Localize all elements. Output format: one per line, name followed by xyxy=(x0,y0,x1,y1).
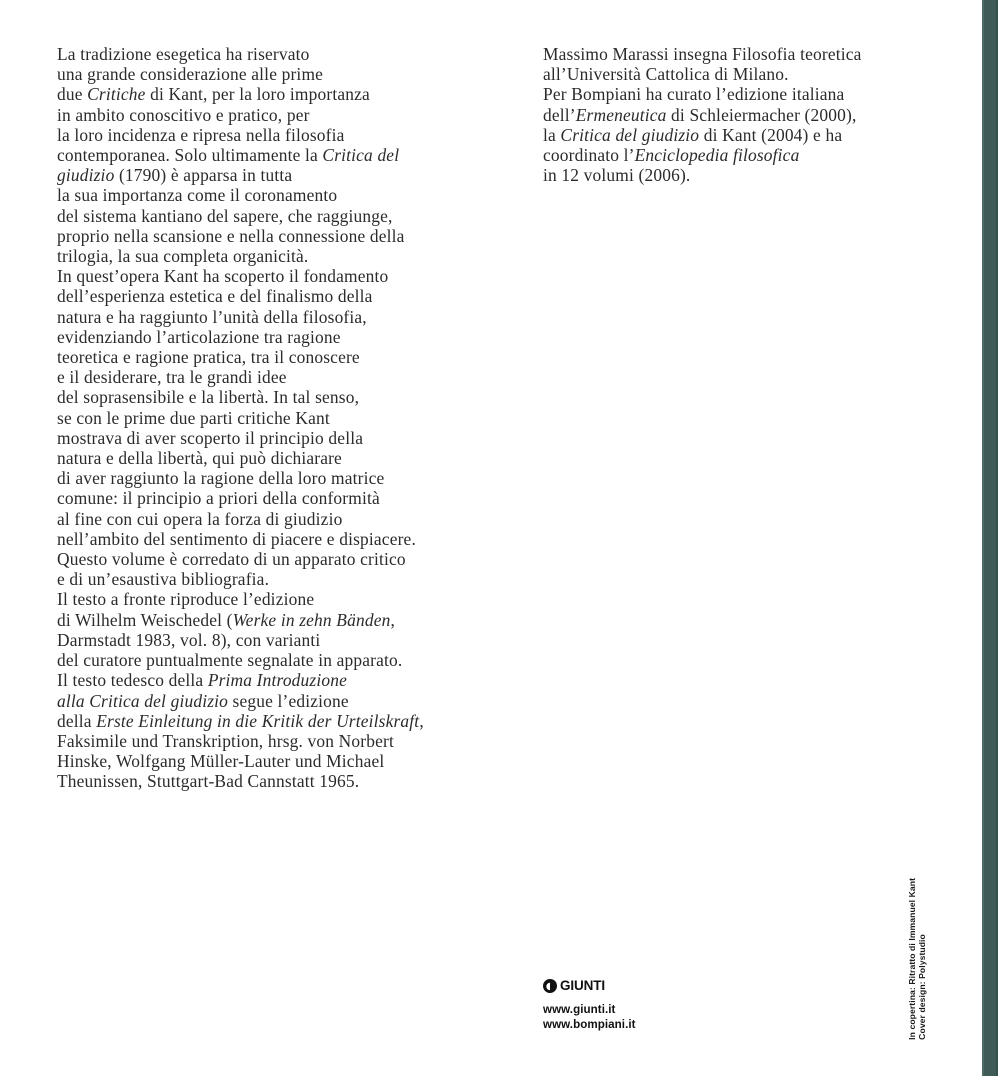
blurb-run: la sua importanza come il coronamento xyxy=(57,185,338,206)
blurb-run: e il desiderare, tra le grandi idee xyxy=(57,367,287,388)
author-note-line xyxy=(543,165,690,185)
blurb-run: di Wilhelm Weischedel ( xyxy=(57,609,233,630)
spine-color-strip xyxy=(982,0,998,1076)
blurb-line xyxy=(57,307,367,327)
author-note-line xyxy=(543,64,789,84)
blurb-line xyxy=(57,610,395,630)
blurb-run: contemporanea. Solo ultimamente la xyxy=(57,145,323,166)
blurb-run: teoretica e ragione pratica, tra il conoscere xyxy=(57,347,360,368)
blurb-line xyxy=(57,185,337,205)
blurb-run: proprio nella scansione e nella connessione della xyxy=(57,225,405,246)
blurb-line xyxy=(57,650,402,670)
blurb-line xyxy=(57,731,394,751)
blurb-line xyxy=(57,549,406,569)
author-note-run: in 12 volumi (2006). xyxy=(543,165,691,186)
blurb-line xyxy=(57,165,292,185)
blurb-run: Hinske, Wolfgang Müller-Lauter und Michael xyxy=(57,751,385,772)
author-note-line xyxy=(543,125,842,145)
author-note-line xyxy=(543,105,857,125)
blurb-line xyxy=(57,468,384,488)
blurb-line xyxy=(57,327,341,347)
blurb-italic-run: alla Critica del giudizio xyxy=(57,690,229,711)
blurb-run: comune: il principio a priori della conformità xyxy=(57,488,380,509)
blurb-line xyxy=(57,84,370,104)
blurb-run: segue l’edizione xyxy=(228,690,349,711)
blurb-italic-run: Critica del xyxy=(322,145,400,166)
blurb-line xyxy=(57,448,342,468)
author-note-italic-run: Critica del giudizio xyxy=(560,124,700,145)
blurb-line xyxy=(57,125,345,145)
blurb-line xyxy=(57,44,310,64)
blurb-paragraph xyxy=(57,670,477,791)
blurb-run: di Kant, per la loro importanza xyxy=(145,84,370,105)
blurb-run: in ambito conoscitivo e pratico, per xyxy=(57,104,310,125)
cover-credit-design: Cover design: Polystudio xyxy=(917,934,928,1040)
book-blurb-text xyxy=(57,44,477,792)
blurb-paragraph xyxy=(57,266,477,549)
blurb-run: della xyxy=(57,710,97,731)
author-note-run: coordinato l’ xyxy=(543,145,635,166)
blurb-run: , xyxy=(390,609,396,630)
blurb-run: mostrava di aver scoperto il principio della xyxy=(57,427,364,448)
author-note-line xyxy=(543,145,799,165)
blurb-run: Il testo tedesco della xyxy=(57,670,208,691)
blurb-line xyxy=(57,751,384,771)
blurb-line xyxy=(57,206,393,226)
blurb-run: se con le prime due parti critiche Kant xyxy=(57,407,330,428)
blurb-run: nell’ambito del sentimento di piacere e dispiacere. xyxy=(57,528,416,549)
author-note-run: Massimo Marassi insegna Filosofia teoretica xyxy=(543,44,862,64)
author-note-text xyxy=(543,44,943,185)
blurb-line xyxy=(57,630,320,650)
blurb-italic-run: Werke in zehn Bänden xyxy=(232,609,391,630)
author-note-run: la xyxy=(543,124,561,145)
author-note-run: Per Bompiani ha curato l’edizione italiana xyxy=(543,84,845,105)
cover-credit-illustration: In copertina: Ritratto di Immanuel Kant xyxy=(907,878,918,1040)
spine-band-left-edge xyxy=(982,0,984,1076)
blurb-run: Questo volume è corredato di un apparato critico xyxy=(57,549,406,570)
blurb-line xyxy=(57,246,308,266)
blurb-run: natura e ha raggiunto l’unità della filosofia, xyxy=(57,306,367,327)
author-note-run: all’Università Cattolica di Milano. xyxy=(543,64,789,85)
blurb-line xyxy=(57,428,363,448)
publisher-name: GIUNTI xyxy=(560,977,605,993)
author-note-run: di Schleiermacher (2000), xyxy=(666,104,857,125)
blurb-run: due xyxy=(57,84,88,105)
blurb-run: una grande considerazione alle prime xyxy=(57,64,324,85)
blurb-line xyxy=(57,347,360,367)
blurb-run: Faksimile und Transkription, hrsg. von Norbert xyxy=(57,730,394,751)
blurb-run: al fine con cui opera la forza di giudizio xyxy=(57,508,343,529)
blurb-run: natura e della libertà, qui può dichiarare xyxy=(57,448,342,469)
blurb-run: trilogia, la sua completa organicità. xyxy=(57,246,309,267)
blurb-line xyxy=(57,670,347,690)
cover-credits xyxy=(907,878,928,1040)
blurb-line xyxy=(57,145,399,165)
author-note-italic-run: Enciclopedia filosofica xyxy=(634,145,800,166)
author-note-line xyxy=(543,44,862,64)
blurb-italic-run: Erste Einleitung in die Kritik der Urteilskraft xyxy=(96,710,420,731)
blurb-line xyxy=(57,711,424,731)
blurb-run: (1790) è apparsa in tutta xyxy=(114,165,293,186)
author-note-paragraph xyxy=(543,84,943,185)
author-note-run: dell’ xyxy=(543,104,576,125)
publisher-logo xyxy=(543,977,773,994)
blurb-line xyxy=(57,226,405,246)
spine-band-right-edge xyxy=(996,0,998,1076)
author-note-run: di Kant (2004) e ha xyxy=(699,124,843,145)
blurb-run: Theunissen, Stuttgart-Bad Cannstatt 1965. xyxy=(57,771,360,792)
blurb-run: Il testo a fronte riproduce l’edizione xyxy=(57,589,315,610)
blurb-run: evidenziando l’articolazione tra ragione xyxy=(57,326,341,347)
blurb-run: la loro incidenza e ripresa nella filosofia xyxy=(57,124,345,145)
blurb-run: di aver raggiunto la ragione della loro matrice xyxy=(57,468,385,489)
blurb-line xyxy=(57,64,323,84)
url-bompiani[interactable]: www.bompiani.it xyxy=(543,1017,636,1031)
blurb-run: del curatore puntualmente segnalate in apparato. xyxy=(57,650,403,671)
blurb-italic-run: Critiche xyxy=(87,84,146,105)
blurb-line xyxy=(57,569,269,589)
blurb-line xyxy=(57,691,349,711)
blurb-run: dell’esperienza estetica e del finalismo della xyxy=(57,286,373,307)
blurb-run: In quest’opera Kant ha scoperto il fondamento xyxy=(57,266,389,287)
author-note-line xyxy=(543,84,844,104)
blurb-line xyxy=(57,266,388,286)
publisher-urls xyxy=(543,1003,773,1032)
blurb-run: del sistema kantiano del sapere, che raggiunge, xyxy=(57,205,393,226)
blurb-run: e di un’esaustiva bibliografia. xyxy=(57,569,270,590)
author-note-italic-run: Ermeneutica xyxy=(575,104,667,125)
publisher-block xyxy=(543,977,773,1032)
blurb-italic-run: Prima Introduzione xyxy=(207,670,348,691)
blurb-run: Darmstadt 1983, vol. 8), con varianti xyxy=(57,629,321,650)
blurb-run: La tradizione esegetica ha riservato xyxy=(57,44,310,64)
blurb-line xyxy=(57,286,373,306)
author-note-paragraph xyxy=(543,44,943,84)
blurb-line xyxy=(57,367,287,387)
blurb-line xyxy=(57,509,342,529)
blurb-line xyxy=(57,589,314,609)
blurb-line xyxy=(57,105,310,125)
blurb-paragraph xyxy=(57,44,477,266)
blurb-paragraph xyxy=(57,549,477,589)
blurb-run: del soprasensibile e la libertà. In tal senso, xyxy=(57,387,360,408)
blurb-line xyxy=(57,771,359,791)
blurb-run: , xyxy=(419,710,424,731)
blurb-line xyxy=(57,408,330,428)
url-giunti[interactable]: www.giunti.it xyxy=(543,1003,616,1016)
blurb-line xyxy=(57,529,416,549)
blurb-paragraph xyxy=(57,589,477,670)
giunti-g-circle-icon xyxy=(543,979,557,993)
blurb-italic-run: giudizio xyxy=(57,165,115,186)
blurb-line xyxy=(57,387,359,407)
blurb-line xyxy=(57,488,380,508)
